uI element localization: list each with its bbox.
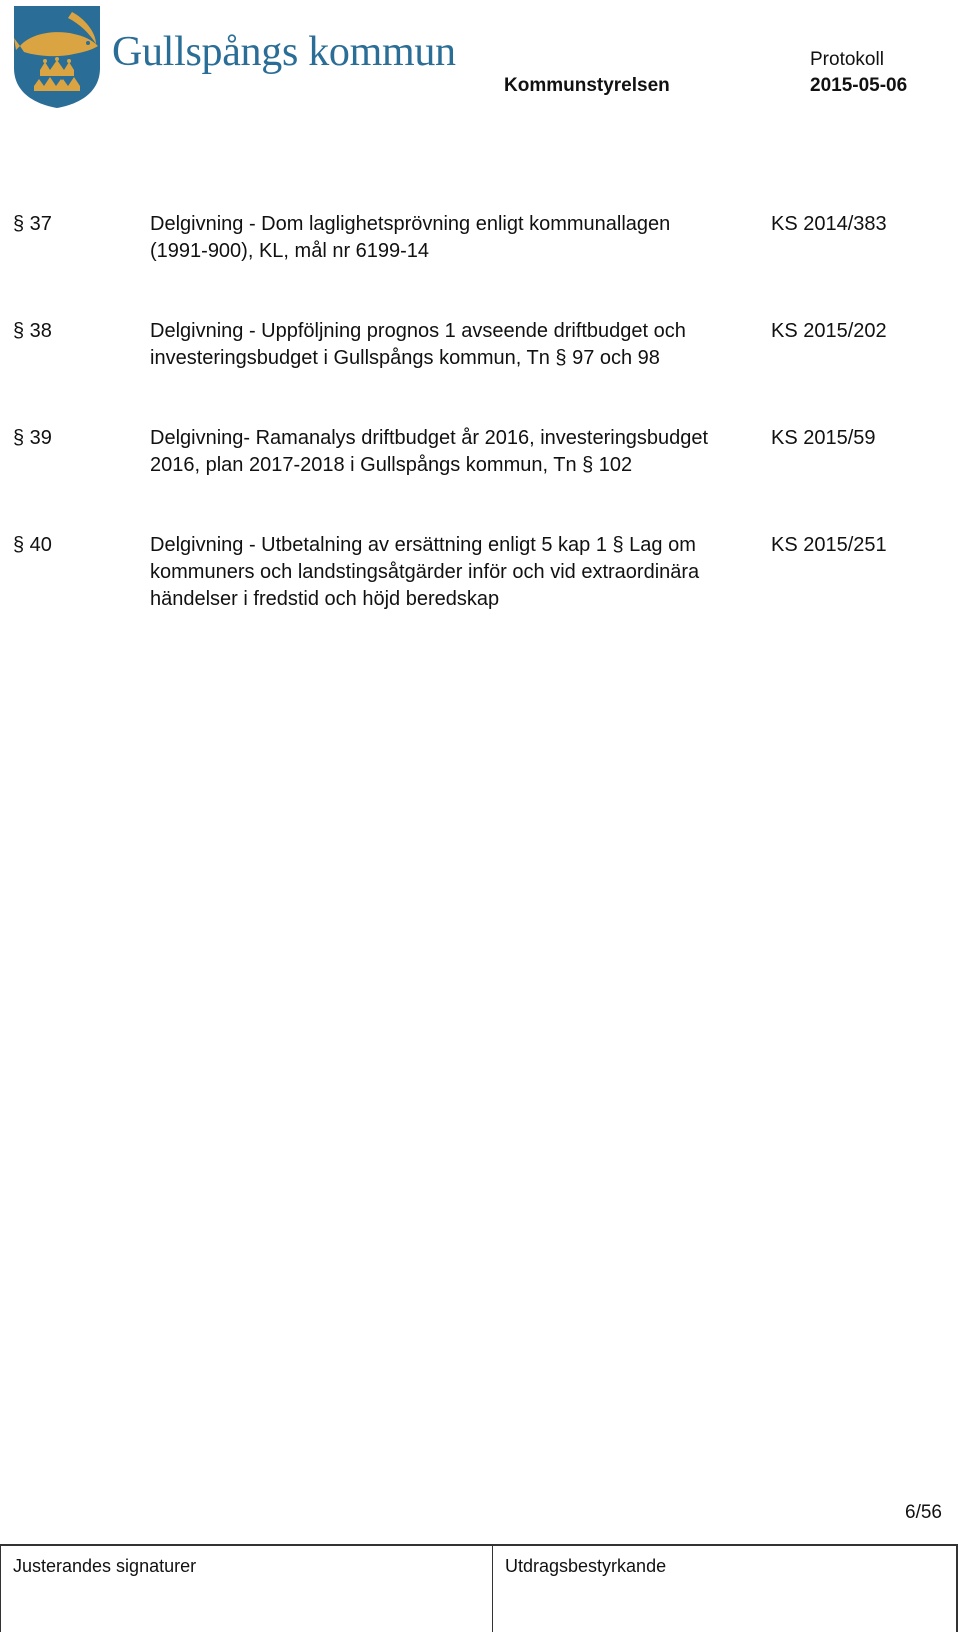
agenda-item: [0, 425, 960, 532]
page-number: 6/56: [905, 1502, 942, 1523]
description-line: Delgivning - Utbetalning av ersättning enligt 5 kap 1 § Lag om: [150, 534, 696, 556]
agenda-item: [0, 318, 960, 425]
organ-name: Kommunstyrelsen: [504, 75, 670, 96]
section-number: § 37: [13, 213, 52, 235]
page-header: [0, 0, 960, 120]
description-line: Delgivning - Uppföljning prognos 1 avseende driftbudget och: [150, 320, 686, 342]
extract-certification-label: Utdragsbestyrkande: [505, 1556, 667, 1576]
document-type-label: Protokoll: [810, 49, 884, 70]
description-line: 2016, plan 2017-2018 i Gullspångs kommun, Tn § 102: [150, 454, 633, 476]
municipal-coat-of-arms-logo: [12, 4, 102, 110]
signatures-label: Justerandes signaturer: [13, 1556, 197, 1576]
footer-divider: [492, 1546, 493, 1632]
item-description: [150, 532, 740, 613]
description-line: (1991-900), KL, mål nr 6199-14: [150, 240, 430, 262]
item-description: [150, 318, 740, 372]
description-line: Delgivning- Ramanalys driftbudget år 2016, investeringsbudget: [150, 427, 709, 449]
case-reference: KS 2014/383: [771, 213, 887, 235]
agenda-item: [0, 211, 960, 318]
item-description: [150, 211, 740, 265]
item-description: [150, 425, 740, 479]
meeting-date: 2015-05-06: [810, 75, 908, 96]
description-line: Delgivning - Dom laglighetsprövning enligt kommunallagen: [150, 213, 671, 235]
description-line: investeringsbudget i Gullspångs kommun, Tn § 97 och 98: [150, 347, 660, 369]
signature-footer: [0, 1544, 958, 1632]
municipality-wordmark: Gullspångs kommun: [112, 29, 456, 75]
section-number: § 40: [13, 534, 52, 556]
case-reference: KS 2015/202: [771, 320, 887, 342]
description-line: kommuners och landstingsåtgärder inför och vid extraordinära: [150, 561, 700, 583]
agenda-item-list: [0, 211, 960, 639]
section-number: § 39: [13, 427, 52, 449]
case-reference: KS 2015/251: [771, 534, 887, 556]
description-line: händelser i fredstid och höjd beredskap: [150, 588, 500, 610]
case-reference: KS 2015/59: [771, 427, 876, 449]
section-number: § 38: [13, 320, 52, 342]
agenda-item: [0, 532, 960, 639]
